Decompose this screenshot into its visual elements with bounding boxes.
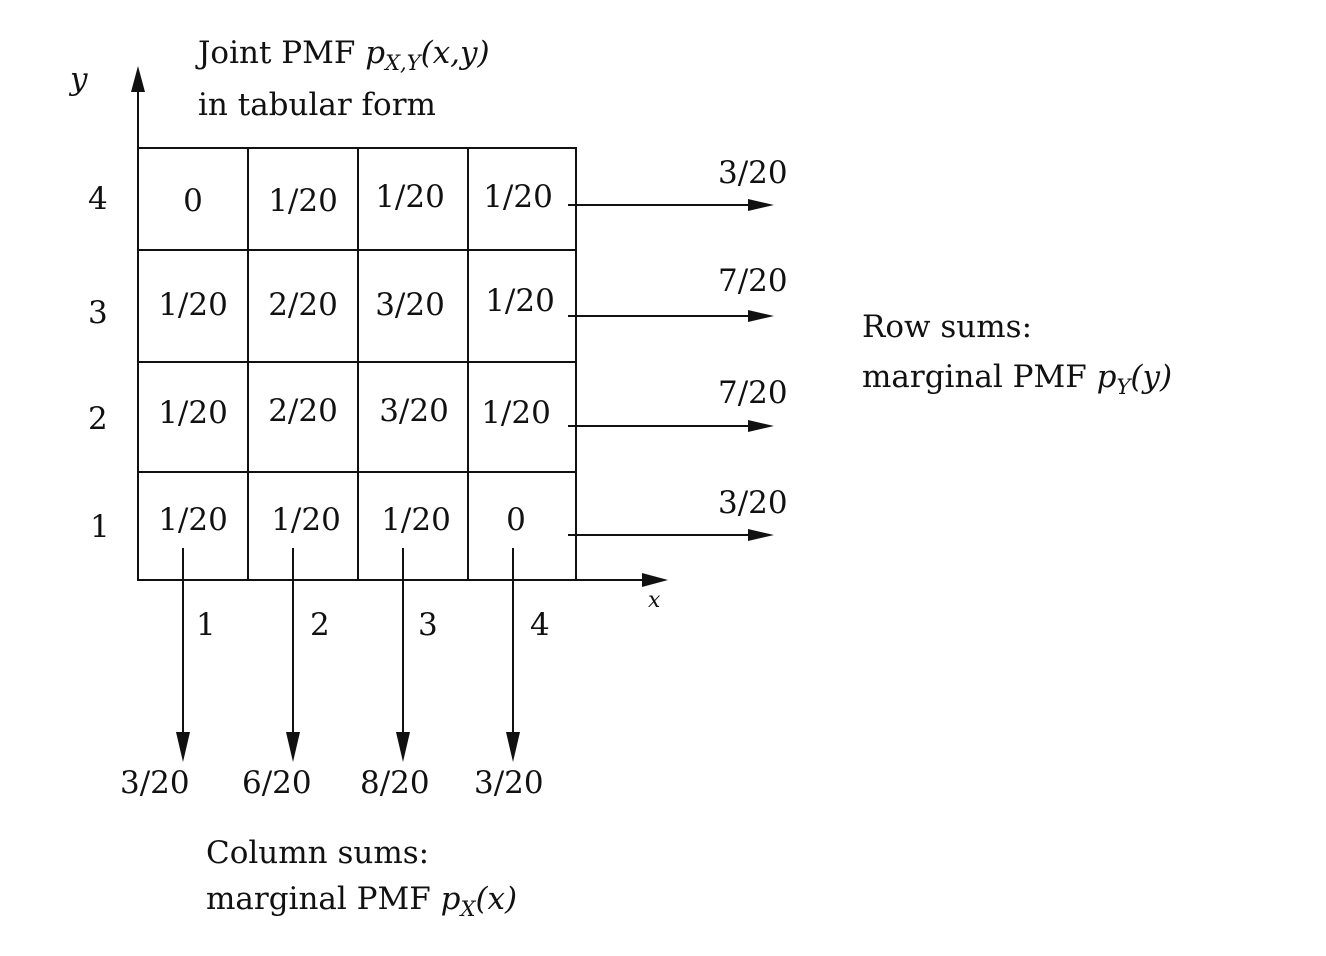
table-cell: 1/20 — [381, 502, 451, 538]
table-cell: 1/20 — [158, 395, 228, 431]
table-cell: 1/20 — [483, 179, 553, 215]
row-sums-caption-line-1: Row sums: — [862, 309, 1033, 345]
row-sum-value: 3/20 — [718, 485, 788, 521]
column-sum-arrowhead — [396, 732, 410, 762]
table-cell: 2/20 — [268, 393, 338, 429]
table-cell: 1/20 — [158, 502, 228, 538]
title-prefix: Joint PMF — [198, 35, 366, 71]
table-cell: 0 — [183, 183, 203, 219]
x-axis-label: x — [648, 588, 661, 613]
table-cell: 1/20 — [158, 287, 228, 323]
x-tick-label: 3 — [418, 607, 438, 643]
column-sums-caption-line-2 — [206, 881, 518, 922]
column-sum-value: 6/20 — [242, 765, 312, 801]
row-sum-arrowhead — [748, 529, 774, 541]
row-sum-arrowhead — [748, 199, 774, 211]
table-cell: 1/20 — [485, 283, 555, 319]
row-sum-value: 7/20 — [718, 375, 788, 411]
title-math-args: (x,y) — [420, 35, 490, 71]
row-sum-arrowhead — [748, 420, 774, 432]
column-sum-arrowhead — [176, 732, 190, 762]
column-sums-math-sub: X — [460, 897, 476, 922]
table-cell: 1/20 — [375, 179, 445, 215]
row-sum-value: 7/20 — [718, 263, 788, 299]
title-math-sub: X,Y — [385, 51, 421, 76]
row-sums-math-sub: Y — [1116, 375, 1131, 400]
table-cell: 3/20 — [375, 287, 445, 323]
y-axis-arrowhead — [131, 66, 145, 92]
x-tick-label: 2 — [310, 607, 330, 643]
y-tick-label: 2 — [88, 401, 108, 437]
row-sum-arrowhead — [748, 310, 774, 322]
y-tick-label: 4 — [88, 181, 108, 217]
column-sums-math-args: (x) — [475, 881, 518, 917]
title-line-1 — [198, 35, 490, 76]
table-cell: 2/20 — [268, 287, 338, 323]
x-axis-arrowhead — [642, 573, 668, 587]
table-cell: 1/20 — [268, 183, 338, 219]
column-sums-caption-line-1: Column sums: — [206, 835, 430, 871]
column-sum-arrowhead — [286, 732, 300, 762]
row-sum-value: 3/20 — [718, 155, 788, 191]
row-sums-math-args: (y) — [1130, 359, 1173, 395]
table-cell: 0 — [506, 502, 526, 538]
table-cell: 3/20 — [379, 393, 449, 429]
column-sum-arrowhead — [506, 732, 520, 762]
x-tick-label: 1 — [196, 607, 216, 643]
table-cell: 1/20 — [271, 502, 341, 538]
table-cell: 1/20 — [481, 395, 551, 431]
title-math-p: p — [365, 35, 386, 71]
column-sums-math-p: p — [440, 881, 461, 917]
row-sums-math-p: p — [1096, 359, 1117, 395]
row-sums-caption-line-2 — [862, 359, 1173, 400]
column-sum-value: 3/20 — [120, 765, 190, 801]
x-tick-label: 4 — [530, 607, 550, 643]
column-sum-value: 3/20 — [474, 765, 544, 801]
column-sum-value: 8/20 — [360, 765, 430, 801]
y-axis-label: y — [70, 61, 88, 97]
y-tick-label: 1 — [90, 509, 110, 545]
row-sums-caption-prefix: marginal PMF — [862, 359, 1097, 395]
column-sums-caption-prefix: marginal PMF — [206, 881, 441, 917]
y-tick-label: 3 — [88, 295, 108, 331]
title-line-2: in tabular form — [198, 87, 436, 123]
